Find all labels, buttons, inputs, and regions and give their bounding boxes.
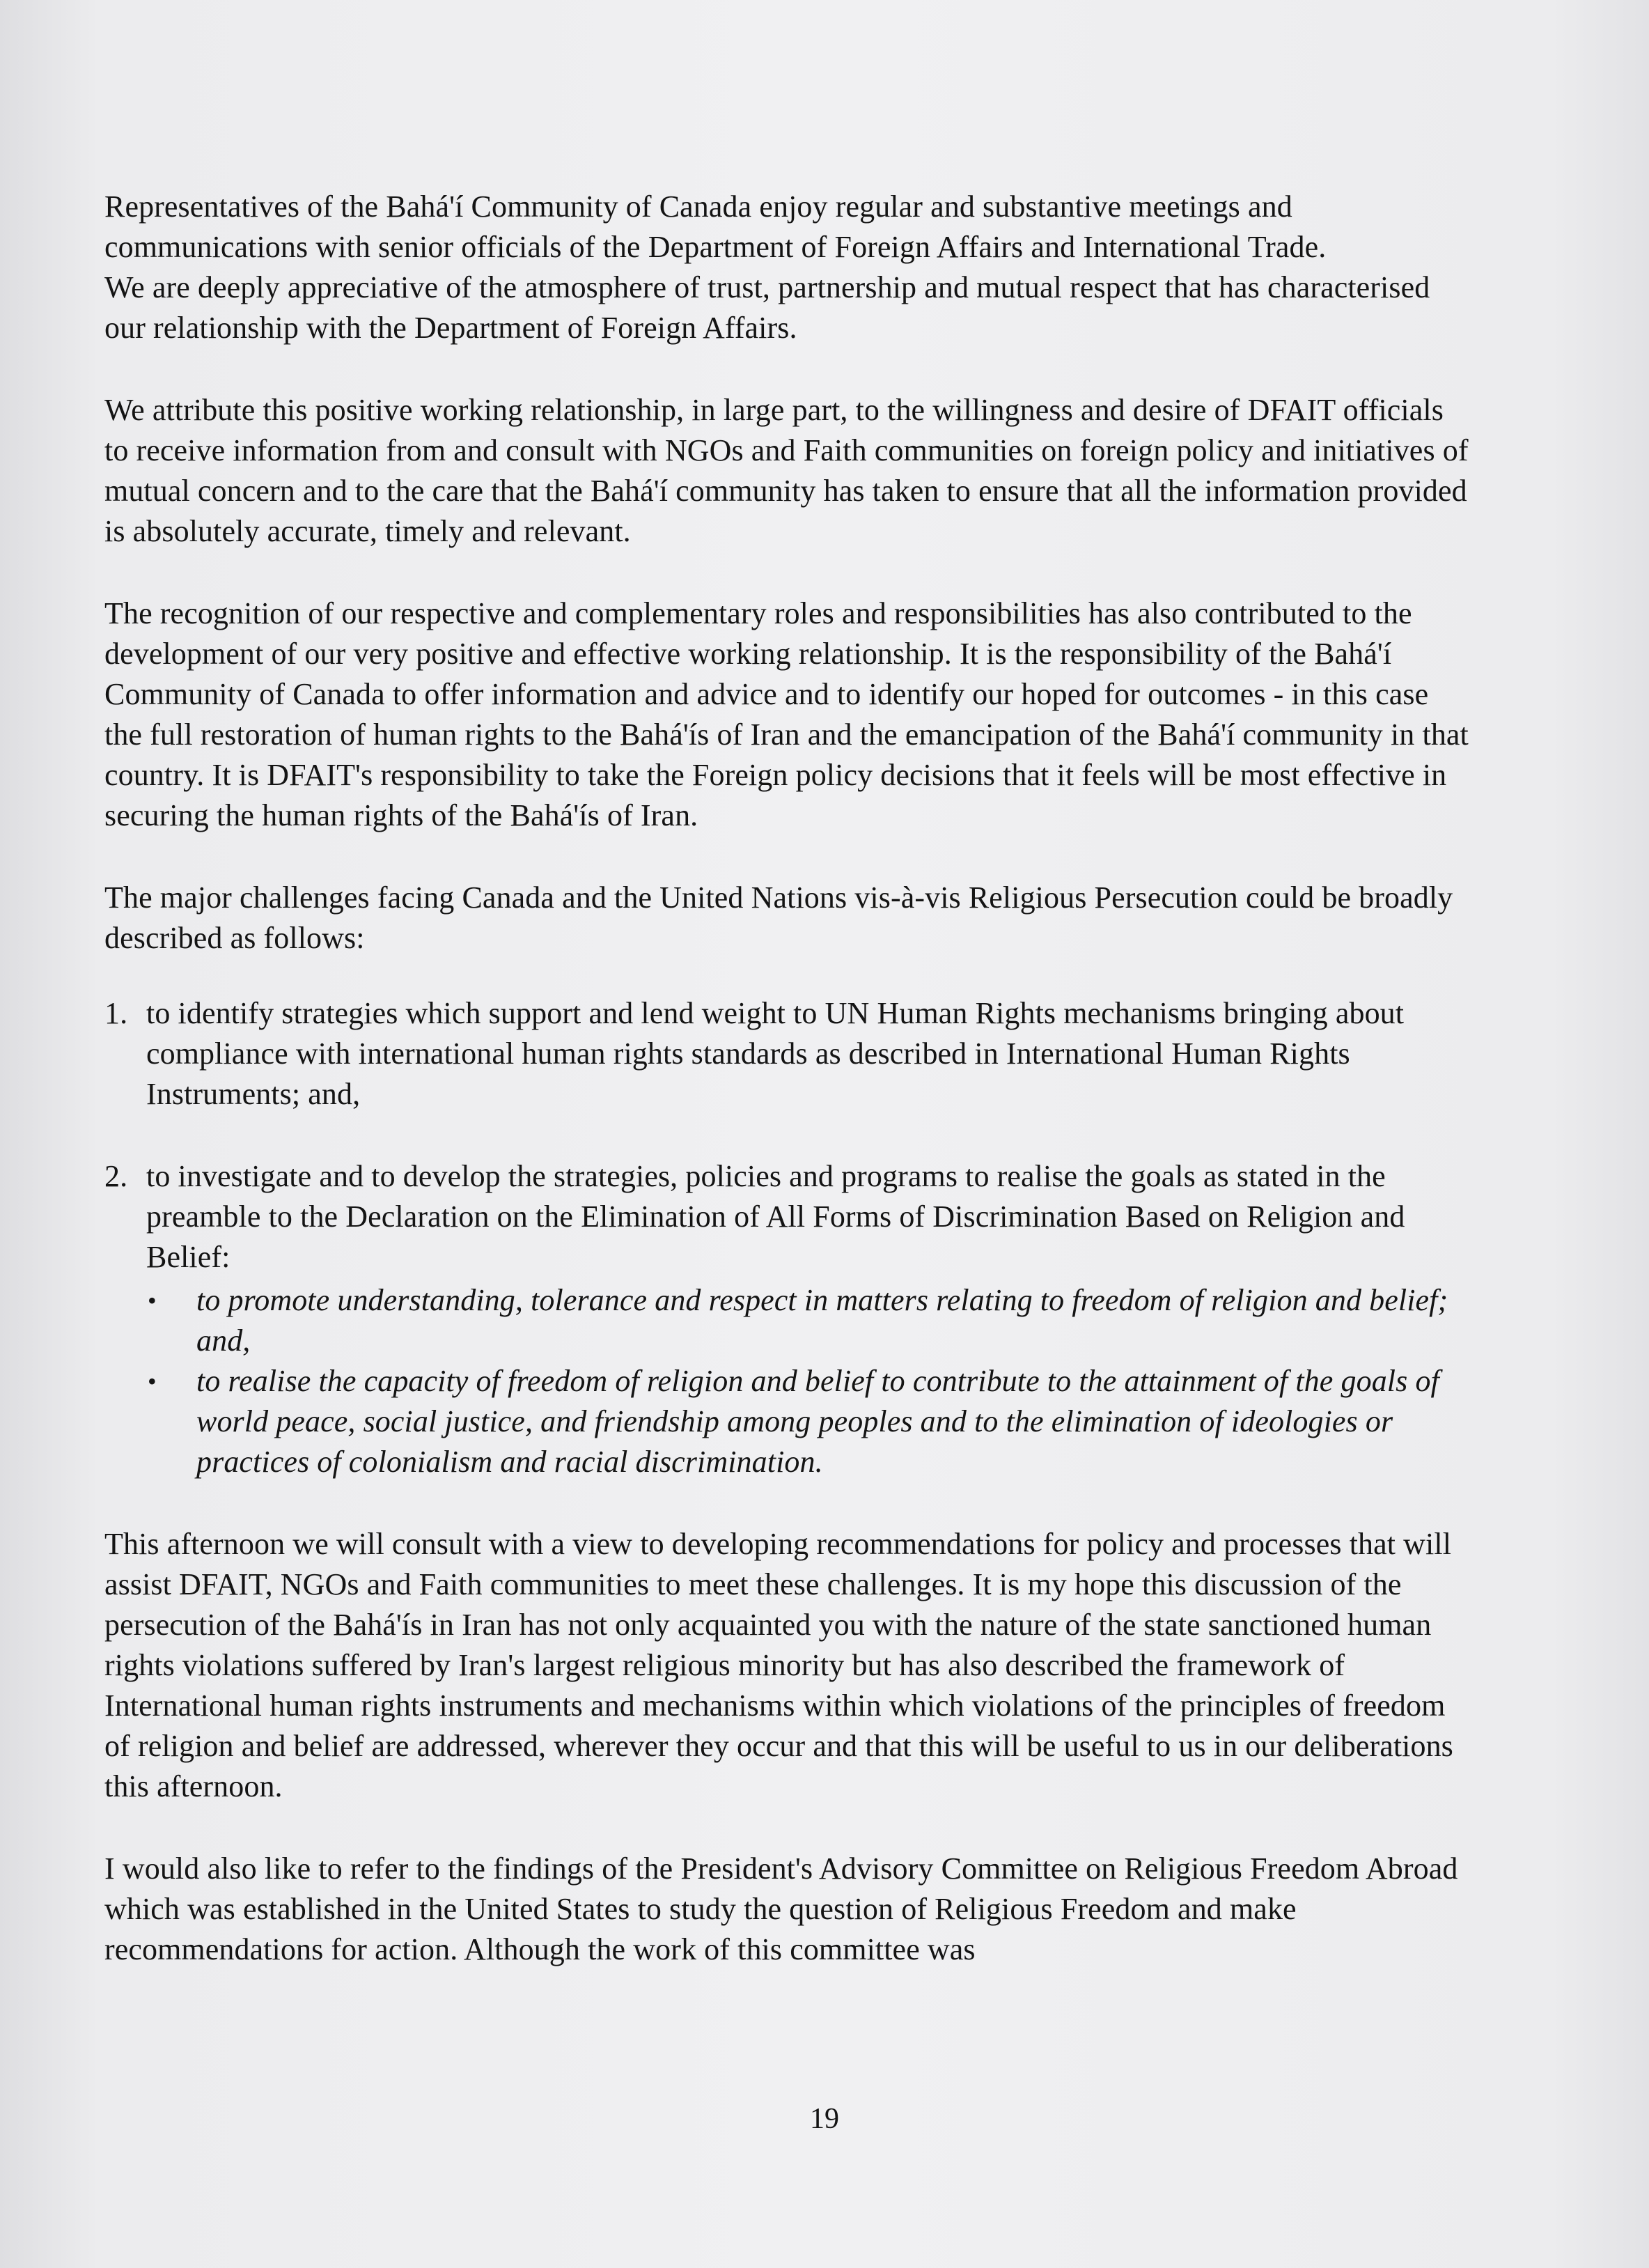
list-item-text: to investigate and to develop the strategies, policies and programs to realise the goals as stated in the preamble to the Declaration on the Elimination of All Forms of Discrimination Based on Religion and Belief: (146, 1159, 1405, 1274)
list-number: 2. (104, 1159, 128, 1193)
bullet-text: to realise the capacity of freedom of religion and belief to contribute to the attainment of the goals of world peace, social justice, and friendship among peoples and to the elimination of ideologies or practices of colonialism and racial discrimination. (196, 1364, 1439, 1479)
declaration-goals-list (146, 1280, 1469, 1482)
paragraph-this-afternoon: This afternoon we will consult with a view to developing recommendations for policy and processes that will assist DFAIT, NGOs and Faith communities to meet these challenges. It is my hope this discussion of the persecution of the Bahá'ís in Iran has not only acquainted you with the nature of the state sanctioned human rights violations suffered by Iran's largest religious minority but has also described the framework of International human rights instruments and mechanisms within which violations of the principles of freedom of religion and belief are addressed, wherever they occur and that this will be useful to us in our deliberations this afternoon. (104, 1527, 1453, 1803)
list-number: 1. (104, 996, 128, 1030)
paragraph-advisory-committee: I would also like to refer to the findings of the President's Advisory Committee on Religious Freedom Abroad which was established in the United States to study the question of Religious Freedom and make recommendations for action. Although the work of this committee was (104, 1851, 1458, 1966)
bullet-text: to promote understanding, tolerance and respect in matters relating to freedom of religion and belief; and, (196, 1283, 1448, 1358)
paragraph-major-challenges: The major challenges facing Canada and the United Nations vis-à-vis Religious Persecution could be broadly described as follows: (104, 880, 1453, 955)
bullet-item (146, 1361, 1469, 1482)
paragraph-working-relationship: We attribute this positive working relationship, in large part, to the willingness and desire of DFAIT officials to receive information from and consult with NGOs and Faith communities on foreign policy and initiatives of mutual concern and to the care that the Bahá'í community has taken to ensure that all the information provided is absolutely accurate, timely and relevant. (104, 393, 1469, 548)
paragraph-roles-responsibilities: The recognition of our respective and complementary roles and responsibilities has also contributed to the development of our very positive and effective working relationship. It is the responsibility of the Bahá'í Community of Canada to offer information and advice and to identify our hoped for outcomes - in this case the full restoration of human rights to the Bahá'ís of Iran and the emancipation of the Bahá'í community in that country. It is DFAIT's responsibility to take the Foreign policy decisions that it feels will be most effective in securing the human rights of the Bahá'ís of Iran. (104, 596, 1469, 832)
list-item-text: to identify strategies which support and lend weight to UN Human Rights mechanisms bringing about compliance with international human rights standards as described in International Human Rights Instruments; and, (146, 996, 1405, 1111)
list-item (104, 1156, 1469, 1482)
bullet-icon: • (148, 1367, 157, 1395)
bullet-item (146, 1280, 1469, 1361)
page-number: 19 (810, 2103, 839, 2135)
challenges-list (104, 993, 1469, 1482)
paragraph-appreciation: We are deeply appreciative of the atmosphere of trust, partnership and mutual respect that has characterised our relationship with the Department of Foreign Affairs. (104, 270, 1430, 345)
paragraph-representatives: Representatives of the Bahá'í Community of Canada enjoy regular and substantive meetings and communications with senior officials of the Department of Foreign Affairs and International Trade. (104, 189, 1327, 264)
list-item (104, 993, 1469, 1114)
document-body (104, 187, 1469, 2012)
bullet-icon: • (148, 1287, 157, 1314)
